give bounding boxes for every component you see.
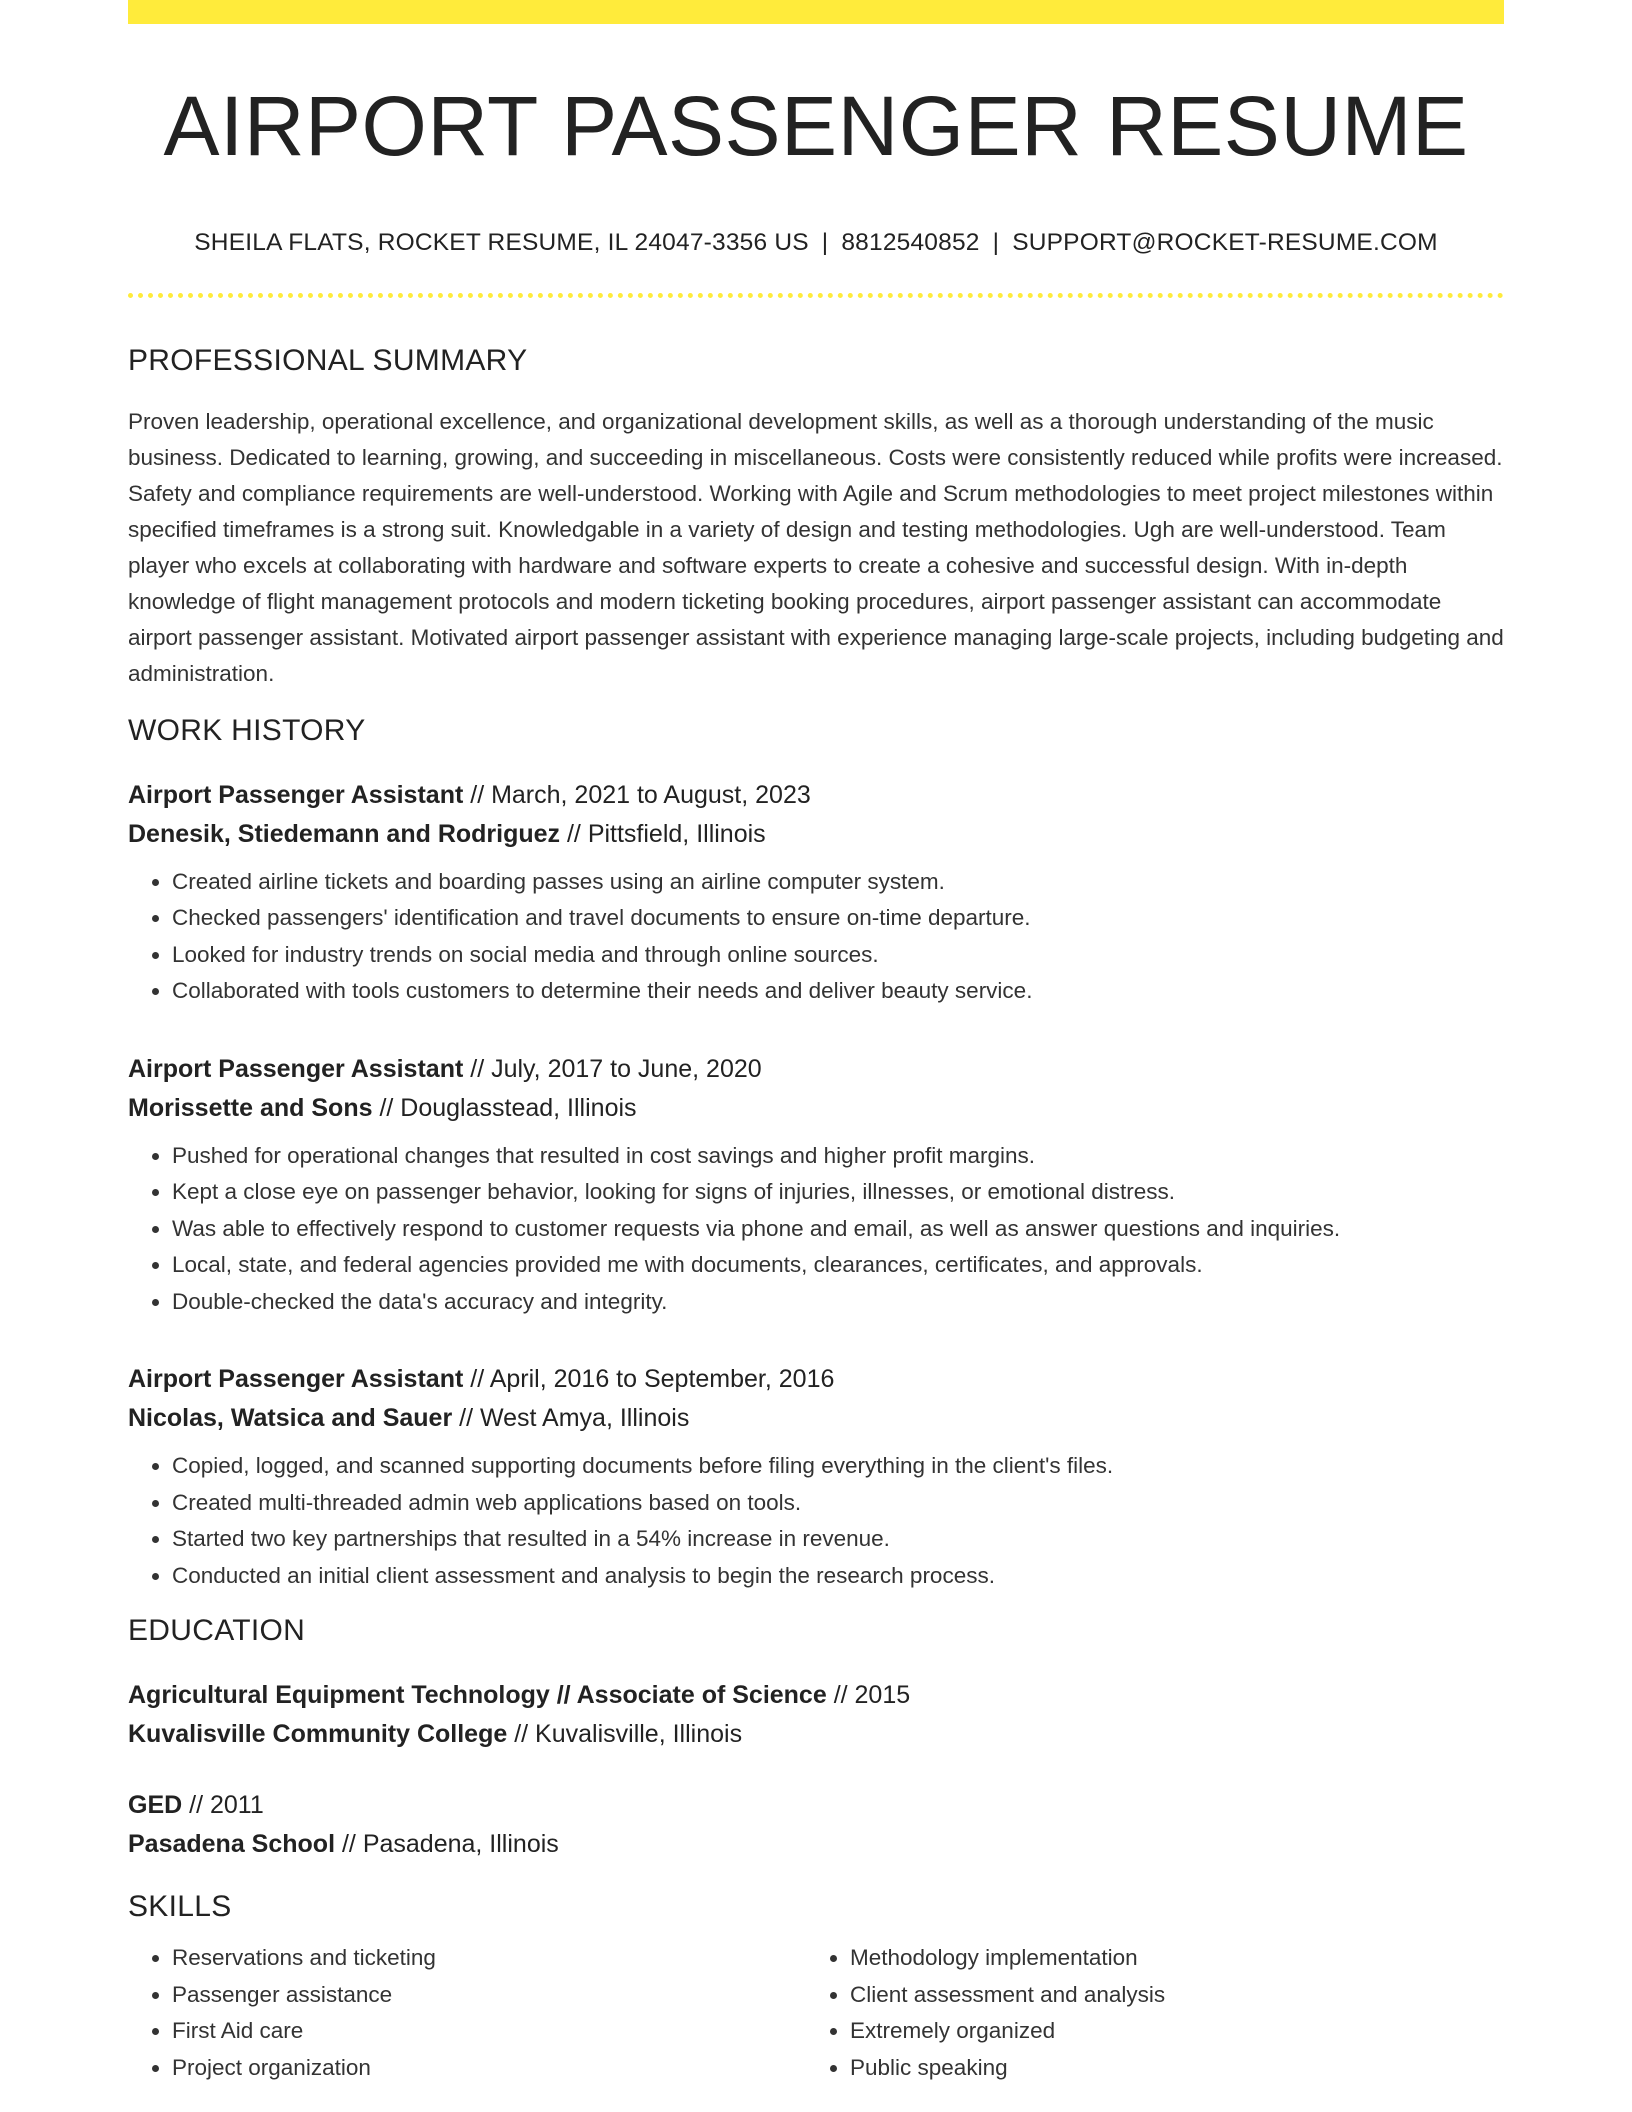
job-company-line xyxy=(128,815,1504,854)
education-year: // 2011 xyxy=(182,1791,264,1820)
job-bullet: • Looked for industry trends on social media and through online sources. xyxy=(172,937,1504,974)
summary-heading: PROFESSIONAL SUMMARY xyxy=(128,343,528,377)
job-bullet: • Copied, logged, and scanned supporting documents before filing everything in the client's files. xyxy=(172,1448,1504,1485)
job-bullet: • Was able to effectively respond to customer requests via phone and email, as well as answer questions and inquiries. xyxy=(172,1211,1504,1248)
job-role-line xyxy=(128,776,1504,815)
job-bullet: • Pushed for operational changes that resulted in cost savings and higher profit margins. xyxy=(172,1138,1504,1175)
education-heading: EDUCATION xyxy=(128,1614,306,1648)
education-location: // Kuvalisville, Illinois xyxy=(507,1720,743,1749)
education-school: Kuvalisville Community College xyxy=(128,1720,508,1749)
job-company-line xyxy=(128,1089,1504,1128)
resume-page xyxy=(128,0,1504,2086)
job-bullet: • Double-checked the data's accuracy and integrity. xyxy=(172,1284,1504,1321)
job-entry xyxy=(128,776,1504,1010)
job-role: Airport Passenger Assistant xyxy=(128,1365,464,1394)
education-location: // Pasadena, Illinois xyxy=(335,1830,559,1859)
summary-text: Proven leadership, operational excellence, and organizational development skills, as well as a thorough understanding of the music business. Dedicated to learning, growing, and succeeding in miscellaneous. Costs were consistently reduced while profits were increased. Safety and compliance requirements are well-understood. Working with Agile and Scrum methodologies to meet project milestones within specified timeframes is a strong suit. Knowledgable in a variety of design and testing methodologies. Ugh are well-understood. Team player who excels at collaborating with hardware and software experts to create a cohesive and successful design. With in-depth knowledge of flight management protocols and modern ticketing booking procedures, airport passenger assistant can accommodate airport passenger assistant. Motivated airport passenger assistant with experience managing large-scale projects, including budgeting and administration. xyxy=(128,408,1504,686)
job-entry xyxy=(128,1360,1504,1594)
skill-item: • Project organization xyxy=(172,2050,806,2087)
resume-title: AIRPORT PASSENGER RESUME xyxy=(163,79,1469,173)
job-dates: // March, 2021 to August, 2023 xyxy=(463,780,811,809)
job-bullets xyxy=(128,1138,1504,1321)
job-bullet: • Collaborated with tools customers to determine their needs and deliver beauty service. xyxy=(172,973,1504,1010)
job-bullets xyxy=(128,864,1504,1010)
skill-item: • Public speaking xyxy=(850,2050,1484,2087)
job-bullets xyxy=(128,1448,1504,1594)
skills-left-column xyxy=(128,1940,806,2086)
job-company: Morissette and Sons xyxy=(128,1093,373,1122)
contact-address: SHEILA FLATS, ROCKET RESUME, IL 24047-3356 US xyxy=(194,228,809,256)
work-history-heading: WORK HISTORY xyxy=(128,713,366,747)
skills-right-column xyxy=(806,1940,1484,2086)
job-entry xyxy=(128,1050,1504,1321)
top-accent-bar xyxy=(128,0,1504,24)
job-bullet: • Local, state, and federal agencies provided me with documents, clearances, certificates, and approvals. xyxy=(172,1247,1504,1284)
job-bullet: • Created multi-threaded admin web applications based on tools. xyxy=(172,1485,1504,1522)
contact-phone: 8812540852 xyxy=(841,228,980,256)
education-degree-line xyxy=(128,1786,1504,1825)
education-degree: GED xyxy=(128,1791,183,1820)
skill-item: • Passenger assistance xyxy=(172,1977,806,2014)
job-company: Denesik, Stiedemann and Rodriguez xyxy=(128,819,561,848)
contact-separator: | xyxy=(821,228,829,256)
education-degree-line xyxy=(128,1676,1504,1715)
education-school: Pasadena School xyxy=(128,1830,336,1859)
job-bullet: • Started two key partnerships that resulted in a 54% increase in revenue. xyxy=(172,1521,1504,1558)
job-role-line xyxy=(128,1360,1504,1399)
job-location: // Pittsfield, Illinois xyxy=(560,819,766,848)
skill-item: • Client assessment and analysis xyxy=(850,1977,1484,2014)
job-bullet: • Created airline tickets and boarding passes using an airline computer system. xyxy=(172,864,1504,901)
skills-heading: SKILLS xyxy=(128,1890,232,1924)
dotted-divider xyxy=(128,293,1504,298)
job-dates: // July, 2017 to June, 2020 xyxy=(463,1054,762,1083)
job-bullet: • Conducted an initial client assessment and analysis to begin the research process. xyxy=(172,1558,1504,1595)
skill-item: • Reservations and ticketing xyxy=(172,1940,806,1977)
skill-item: • Methodology implementation xyxy=(850,1940,1484,1977)
education-degree: Agricultural Equipment Technology // Associate of Science xyxy=(128,1681,827,1710)
education-year: // 2015 xyxy=(826,1681,911,1710)
education-entry xyxy=(128,1786,1504,1864)
skills-grid xyxy=(128,1940,1504,2086)
job-company-line xyxy=(128,1399,1504,1438)
job-role: Airport Passenger Assistant xyxy=(128,1054,464,1083)
contact-separator: | xyxy=(992,228,1000,256)
skill-item: • Extremely organized xyxy=(850,2013,1484,2050)
job-role-line xyxy=(128,1050,1504,1089)
contact-line xyxy=(128,229,1504,257)
education-school-line xyxy=(128,1825,1504,1864)
job-company: Nicolas, Watsica and Sauer xyxy=(128,1404,453,1433)
job-role: Airport Passenger Assistant xyxy=(128,780,464,809)
job-bullet: • Kept a close eye on passenger behavior, looking for signs of injuries, illnesses, or emotional distress. xyxy=(172,1174,1504,1211)
education-school-line xyxy=(128,1715,1504,1754)
job-dates: // April, 2016 to September, 2016 xyxy=(463,1365,835,1394)
job-location: // Douglasstead, Illinois xyxy=(372,1093,637,1122)
education-entry xyxy=(128,1676,1504,1754)
job-bullet: • Checked passengers' identification and travel documents to ensure on-time departure. xyxy=(172,900,1504,937)
job-location: // West Amya, Illinois xyxy=(452,1404,690,1433)
skill-item: • First Aid care xyxy=(172,2013,806,2050)
contact-email[interactable]: SUPPORT@ROCKET-RESUME.COM xyxy=(1012,228,1438,256)
